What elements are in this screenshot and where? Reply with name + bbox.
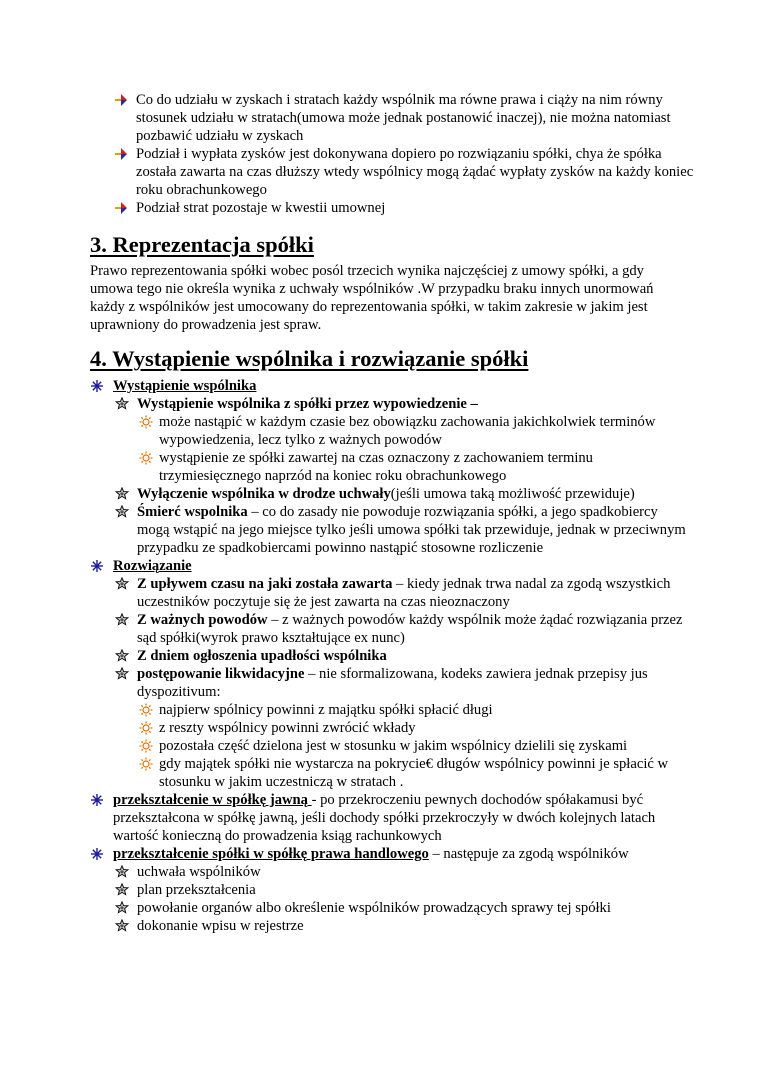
- dissolution-items: [113, 575, 690, 791]
- star-bullet-icon: [115, 397, 129, 411]
- list-item: Z ważnych powodów – z ważnych powodów każdy wspólnik może żądać rozwiązania przez sąd spółki(wyrok prawo kształtujące ex nunc): [137, 611, 690, 647]
- list-item: najpierw spólnicy powinni z majątku spółki spłacić długi: [159, 701, 690, 719]
- list-item: wystąpienie ze spółki zawartej na czas oznaczony z zachowaniem terminu trzymiesięcznego naprzód na koniec roku obrachunkowego: [159, 449, 690, 485]
- list-item: postępowanie likwidacyjne – nie sformalizowana, kodeks zawiera jednak przepisy jus dyspozitivum: najpierw spólnicy powinni z majątku spółki spłacić długi z reszty wspólnicy powinni zwrócić wkłady pozostała część dzielona jest w stosunku w jakim wspólnicy dzielili się zyskami gdy majątek spółki nie wystarcza na pokrycie€ długów wspólnicy powinni je spłacić w stosunku w jakim uczestniczą w stratach .: [137, 665, 690, 791]
- arrow-bullet-icon: [114, 201, 128, 215]
- list-item: może nastąpić w każdym czasie bez obowiązku zachowania jakichkolwiek terminów wypowiedzenia, lecz tylko z ważnych powodów: [159, 413, 690, 449]
- asterisk-bullet-icon: [90, 793, 104, 807]
- list-item: Wyłączenie wspólnika w drodze uchwały(jeśli umowa taką możliwość przewiduje): [137, 485, 690, 503]
- section-3-paragraph: Prawo reprezentowania spółki wobec posól trzecich wynika najczęściej z umowy spółki, a gdy umowa tego nie określa wynika z uchwały wspólników .W przypadku braku innych unormowań każdy z wspólników jest umocowany do reprezentowania spółki, w takim zakresie w jakim jest uprawniony do prowadzenia jest spraw.: [90, 263, 654, 333]
- asterisk-bullet-icon: [90, 847, 104, 861]
- star-bullet-icon: [115, 613, 129, 627]
- sun-bullet-icon: [139, 415, 153, 429]
- list-item: powołanie organów albo określenie wspólników prowadzących sprawy tej spółki: [137, 899, 690, 917]
- section-4-body: [90, 377, 690, 935]
- list-item: Wystąpienie wspólnika z spółki przez wypowiedzenie – może nastąpić w każdym czasie bez obowiązku zachowania jakichkolwiek terminów wypowiedzenia, lecz tylko z ważnych powodów wystąpienie ze spółki zawartej na czas oznaczony z zachowaniem terminu trzymiesięcznego naprzód na koniec roku obrachunkowego: [137, 395, 690, 485]
- star-bullet-icon: [115, 667, 129, 681]
- star-bullet-icon: [115, 649, 129, 663]
- list-item: Z dniem ogłoszenia upadłości wspólnika: [137, 647, 690, 665]
- list-item: dokonanie wpisu w rejestrze: [137, 917, 690, 935]
- star-bullet-icon: [115, 865, 129, 879]
- sun-bullet-icon: [139, 757, 153, 771]
- star-bullet-icon: [115, 505, 129, 519]
- list-item: Podział i wypłata zysków jest dokonywana dopiero po rozwiązaniu spółki, chya że spółka została zawarta na czas dłuższy wtedy wspólnicy mogą żądać wypłaty zysków na każdy koniec roku obrachunkowego: [136, 145, 696, 199]
- star-bullet-icon: [115, 883, 129, 897]
- list-item: z reszty wspólnicy powinni zwrócić wkłady: [159, 719, 690, 737]
- subsection-wystapienie: Wystąpienie wspólnika Wystąpienie wspólnika z spółki przez wypowiedzenie – może nastąpić w każdym czasie bez obowiązku zachowania jakichkolwiek terminów wypowiedzenia, lecz tylko z ważnych powodów wystąpienie ze spółki zawartej na czas oznaczony z zachowaniem terminu trzymiesięcznego naprzód na koniec roku obrachunkowego Wyłączenie wspólnika w drodze uchwały(jeśli umowa taką możliwość przewiduje) Śmierć wspolnika – co do zasady nie powoduje rozwiązania spółki, a jego spadkobiercy mogą wstąpić na jego miejsce tylko jeśli umowa spółki tak przewiduje, jednak w przeciwnym przypadku ze spadkobiercami powinno nastąpić stosowne rozliczenie: [90, 377, 690, 557]
- list-item: gdy majątek spółki nie wystarcza na pokrycie€ długów wspólnicy powinni je spłacić w stosunku w jakim uczestniczą w stratach .: [159, 755, 690, 791]
- sun-bullet-icon: [139, 721, 153, 735]
- top-bullet-list: [136, 91, 696, 217]
- star-bullet-icon: [115, 919, 129, 933]
- subsection-conversion-general: przekształcenie w spółkę jawną - po przekroczeniu pewnych dochodów spółakamusi być przekształcona w spółkę jawną, jeśli dochody spółki przekroczyły w dwóch kolejnych latach wartość konieczną do prowadzenia ksiąg rachunkowych: [90, 791, 690, 845]
- sun-bullet-icon: [139, 739, 153, 753]
- list-item: Co do udziału w zyskach i stratach każdy wspólnik ma równe prawa i ciąży na nim równy stosunek udziału w stratach(umowa może jednak postanowić inaczej), nie można natomiast pozbawić udziału w zyskach: [136, 91, 696, 145]
- asterisk-bullet-icon: [90, 379, 104, 393]
- list-item: pozostała część dzielona jest w stosunku w jakim wspólnicy dzielili się zyskami: [159, 737, 690, 755]
- sun-bullet-icon: [139, 451, 153, 465]
- star-bullet-icon: [115, 487, 129, 501]
- section-4-heading: 4. Wystąpienie wspólnika i rozwiązanie spółki: [90, 346, 529, 371]
- list-item: plan przekształcenia: [137, 881, 690, 899]
- subsection-conversion-commercial: przekształcenie spółki w spółkę prawa handlowego – następuje za zgodą wspólników uchwała wspólników plan przekształcenia powołanie organów albo określenie wspólników prowadzących sprawy tej spółki dokonanie wpisu w rejestrze: [90, 845, 690, 935]
- withdrawal-items: [113, 395, 690, 557]
- list-item: uchwała wspólników: [137, 863, 690, 881]
- star-bullet-icon: [115, 901, 129, 915]
- star-bullet-icon: [115, 577, 129, 591]
- asterisk-bullet-icon: [90, 559, 104, 573]
- list-item: Śmierć wspolnika – co do zasady nie powoduje rozwiązania spółki, a jego spadkobiercy mogą wstąpić na jego miejsce tylko jeśli umowa spółki tak przewiduje, jednak w przeciwnym przypadku ze spadkobiercami powinno nastąpić stosowne rozliczenie: [137, 503, 690, 557]
- section-3-heading: 3. Reprezentacja spółki: [90, 232, 314, 257]
- sun-bullet-icon: [139, 703, 153, 717]
- list-item: Podział strat pozostaje w kwestii umownej: [136, 199, 696, 217]
- subsection-rozwiazanie: Rozwiązanie Z upływem czasu na jaki została zawarta – kiedy jednak trwa nadal za zgodą wszystkich uczestników poczytuje się że jest zawarta na czas nieoznaczony Z ważnych powodów – z ważnych powodów każdy wspólnik może żądać rozwiązania przez sąd spółki(wyrok prawo kształtujące ex nunc) Z dniem ogłoszenia upadłości wspólnika postępowanie likwidacyjne – nie sformalizowana, kodeks zawiera jednak przepisy jus dyspozitivum: najpierw spólnicy powinni z majątku spółki spłacić długi z reszty wspólnicy powinni zwrócić wkłady pozostała część dzielona jest w stosunku w jakim wspólnicy dzielili się zyskami gdy majątek spółki nie wystarcza na pokrycie€ długów wspólnicy powinni je spłacić w stosunku w jakim uczestniczą w stratach .: [90, 557, 690, 791]
- arrow-bullet-icon: [114, 93, 128, 107]
- arrow-bullet-icon: [114, 147, 128, 161]
- list-item: Z upływem czasu na jaki została zawarta – kiedy jednak trwa nadal za zgodą wszystkich uczestników poczytuje się że jest zawarta na czas nieoznaczony: [137, 575, 690, 611]
